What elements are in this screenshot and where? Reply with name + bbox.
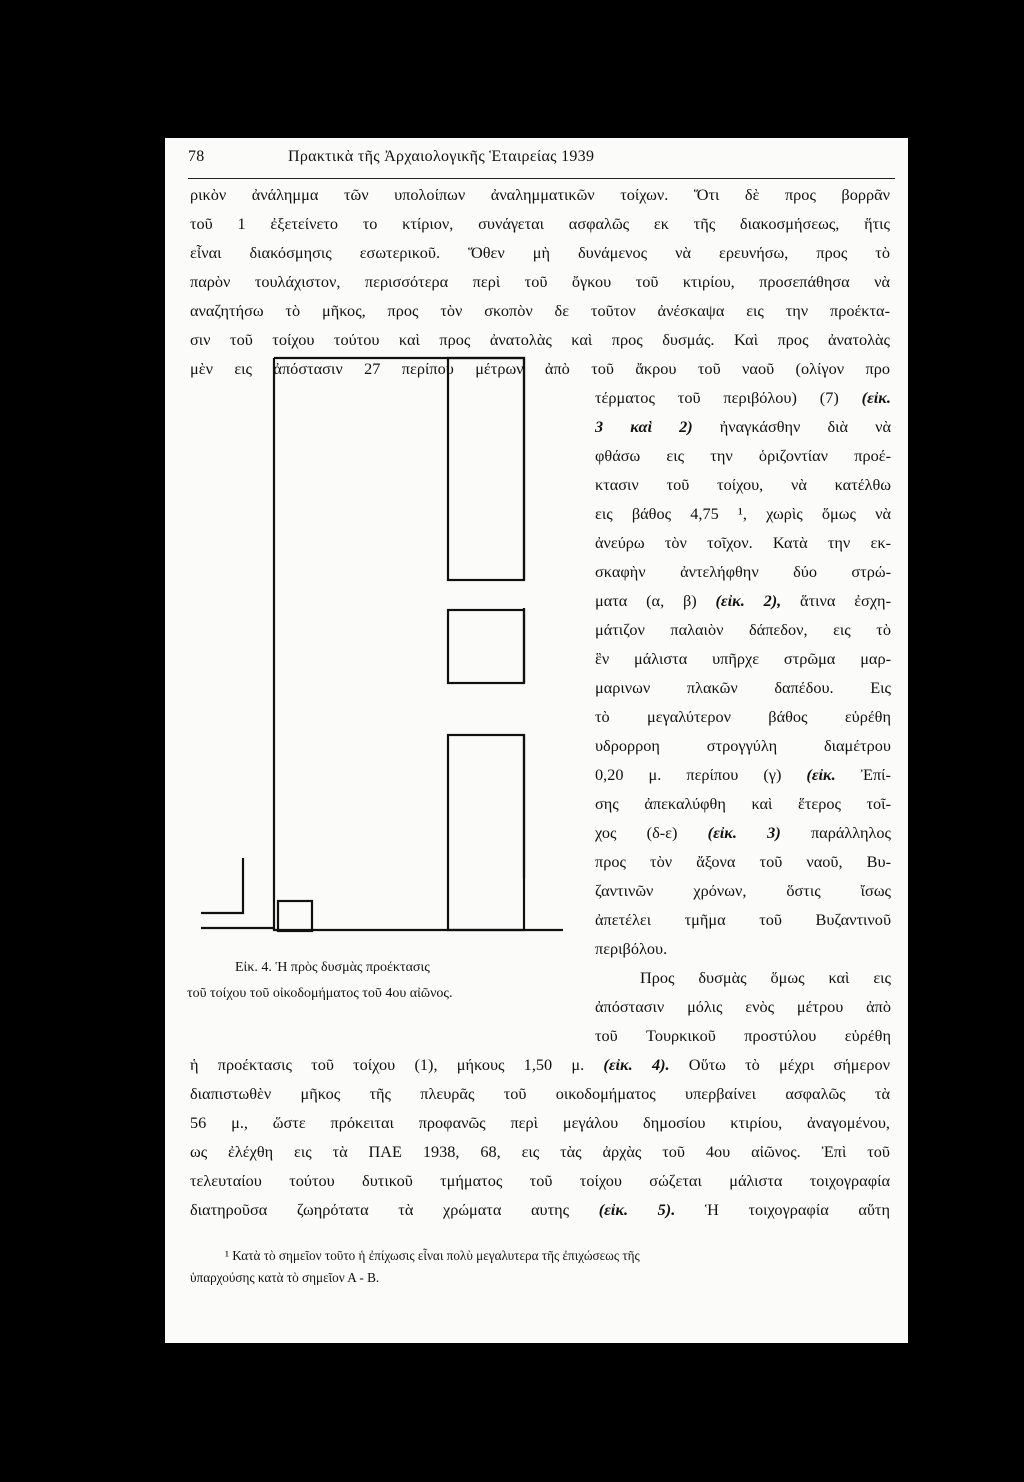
body-line: ζαντινῶν χρόνων, ὅστις ἴσως xyxy=(595,881,891,900)
body-line: διαπιστωθὲν μῆκος τῆς πλευρᾶς τοῦ οικοδομήματος υπερβαίνει ασφαλῶς τὰ xyxy=(190,1084,890,1103)
block-middle xyxy=(448,610,524,683)
body-line: μάτιζον παλαιὸν δάπεδον, εις τὸ xyxy=(595,620,891,639)
body-line: 0,20 μ. περίπου (γ) (εἰκ. Ἐπί- xyxy=(595,765,891,784)
body-line: ματα (α, β) (εἰκ. 2), ἅτινα ἐσχη- xyxy=(595,591,891,610)
running-title: Πρακτικὰ τῆς Ἀρχαιολογικῆς Ἑταιρείας 1939 xyxy=(288,148,595,165)
body-line: περιβόλου. xyxy=(595,939,668,958)
body-line: χος (δ-ε) (εἰκ. 3) παράλληλος xyxy=(595,823,892,842)
body-line: ἀπετέλει τμῆμα τοῦ Βυζαντινοῦ xyxy=(595,910,891,929)
body-line: τελευταίου τούτου δυτικοῦ τμήματος τοῦ τοίχου σώζεται μάλιστα τοιχογραφία xyxy=(190,1171,890,1190)
body-line: μαρινων πλακῶν δαπέδου. Εις xyxy=(595,678,891,697)
left-offset-wall xyxy=(201,858,243,913)
body-line: τὸ μεγαλύτερον βάθος εὑρέθη xyxy=(595,707,891,726)
body-line: εις βάθος 4,75 ¹, χωρὶς ὅμως νὰ xyxy=(595,504,891,523)
body-line: ἡ προέκτασις τοῦ τοίχου (1), μήκους 1,50 μ. (εἰκ. 4). Οὕτω τὸ μέχρι σήμερον xyxy=(190,1055,890,1074)
body-line: 3 καὶ 2) ἠναγκάσθην διὰ νὰ xyxy=(595,417,891,436)
figure-caption-line1: Εἰκ. 4. Ἡ πρὸς δυσμὰς προέκτασις xyxy=(235,960,430,975)
body-line: ἀνεύρω τὸν τοῖχον. Κατὰ την εκ- xyxy=(595,533,891,552)
body-line: παρὸν τουλάχιστον, περισσότερα περὶ τοῦ ὄγκου τοῦ κτιρίου, προσεπάθησα νὰ xyxy=(190,272,890,291)
body-line: τοῦ 1 ἐξετείνετο το κτίριον, συνάγεται ασφαλῶς εκ τῆς διακοσμήσεως, ἥτις xyxy=(190,214,890,233)
body-line: σκαφὴν ἀντελήφθην δύο στρώ- xyxy=(595,562,891,581)
footnote-line2: ὑπαρχούσης κατὰ τὸ σημεῖον Α - Β. xyxy=(190,1270,380,1285)
wall-outline xyxy=(274,358,563,930)
body-line: διατηροῦσα ζωηρότατα τὰ χρώματα αυτης (εἰκ. 5). Ἡ τοιχογραφία αὕτη xyxy=(190,1200,890,1219)
body-line: τέρματος τοῦ περιβόλου) (7) (εἰκ. xyxy=(595,388,891,407)
body-line: σιν τοῦ τοίχου τούτου καὶ προς ἀνατολὰς καὶ προς δυσμάς. Καὶ προς ἀνατολὰς xyxy=(190,330,890,349)
body-line: Προς δυσμὰς ὅμως καὶ εις xyxy=(640,968,891,987)
body-line: ἓν μάλιστα υπῆρχε στρῶμα μαρ- xyxy=(595,649,891,668)
page xyxy=(165,138,908,1343)
body-line: ως ἐλέχθη εις τὰ ΠΑΕ 1938, 68, εις τὰς ἀρχὰς τοῦ 4ου αἰῶνος. Ἐπὶ τοῦ xyxy=(190,1142,890,1161)
block-lower xyxy=(448,735,524,930)
body-line: τοῦ Τουρκικοῦ προστύλου εὑρέθη xyxy=(595,1026,891,1045)
small-square xyxy=(278,901,312,931)
figure-4-plan xyxy=(165,138,908,1343)
body-line: εἶναι διακόσμησις εσωτερικοῦ. Ὅθεν μὴ δυνάμενος νὰ ερευνήσω, προς τὸ xyxy=(190,243,890,262)
page-number: 78 xyxy=(188,148,205,165)
body-line: σης ἀπεκαλύφθη καὶ ἕτερος τοῖ- xyxy=(595,794,891,813)
body-line: προς τὸν ἄξονα τοῦ ναοῦ, Βυ- xyxy=(595,852,891,871)
body-line: κτασιν τοῦ τοίχου, νὰ κατέλθω xyxy=(595,475,891,494)
body-line: ρικὸν ἀνάλημμα τῶν υπολοίπων ἀναλημματικῶν τοίχων. Ὅτι δὲ προς βορρᾶν xyxy=(190,185,890,204)
footnote-line1: ¹ Κατὰ τὸ σημεῖον τοῦτο ἡ ἐπίχωσις εἶναι πολὺ μεγαλυτερα τῆς ἐπιχώσεως τῆς xyxy=(225,1248,640,1263)
figure-caption-line2: τοῦ τοίχου τοῦ οἰκοδομήματος τοῦ 4ου αἰῶνος. xyxy=(187,986,453,1001)
block-upper xyxy=(448,358,524,580)
body-line: ἀπόστασιν μόλις ενὸς μέτρου ἀπὸ xyxy=(595,997,891,1016)
body-line: μὲν εις ἀπόστασιν 27 περίπου μέτρων ἀπὸ τοῦ ἄκρου τοῦ ναοῦ (ολίγον προ xyxy=(190,359,890,378)
body-line: φθάσω εις την ὁριζοντίαν προέ- xyxy=(595,446,891,465)
body-line: υδρορροη στρογγύλη διαμέτρου xyxy=(595,736,891,755)
body-line: 56 μ., ὥστε πρόκειται προφανῶς περὶ μεγάλου δημοσίου κτιρίου, ἀναγομένου, xyxy=(190,1113,890,1132)
body-line: αναζητήσω τὸ μῆκος, προς τὸν σκοπὸν δε τοῦτον ἀνέσκαψα εις την προέκτα- xyxy=(190,301,890,320)
